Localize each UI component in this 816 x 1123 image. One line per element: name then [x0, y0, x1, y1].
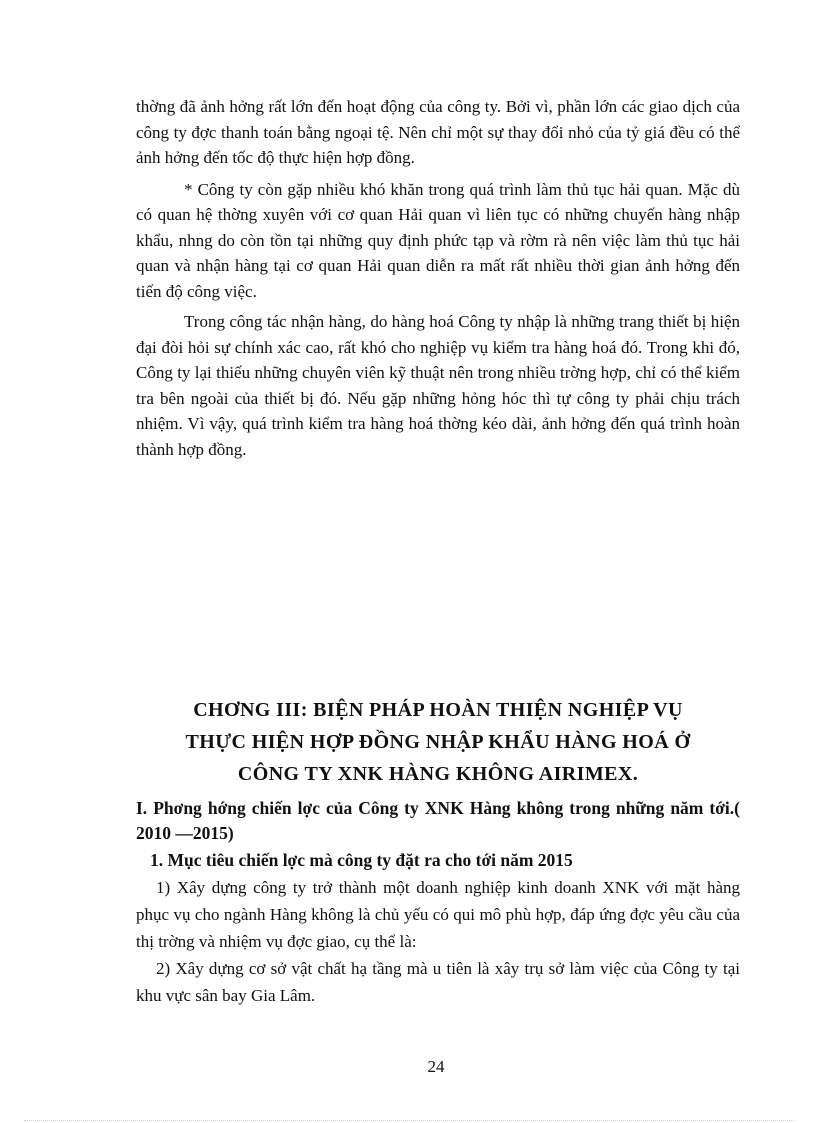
objectives-list [136, 874, 740, 1009]
chapter-title-line-3: CÔNG TY XNK HÀNG KHÔNG AIRIMEX. [237, 763, 639, 785]
chapter-title [120, 694, 756, 790]
page-number: 24 [427, 1057, 445, 1076]
section-heading: I. Phơng hớng chiến lợc của Công ty XNK Hàng không trong những năm tới.( 2010 —2015) [136, 798, 740, 843]
list-item: 2) Xây dựng cơ sở vật chất hạ tầng mà u tiên là xây trụ sở làm việc của Công ty tại khu vực sân bay Gia Lâm. [136, 959, 740, 1005]
body-text [136, 94, 740, 462]
paragraph-exchange-rate: thờng đã ảnh hởng rất lớn đến hoạt động của công ty. Bởi vì, phần lớn các giao dịch của công ty đợc thanh toán bằng ngoại tệ. Nên chỉ một sự thay đổi nhỏ của tỷ giá đều có thể ảnh hởng đến tốc độ thực hiện hợp đồng. [136, 97, 740, 167]
paragraph-goods-receipt: Trong công tác nhận hàng, do hàng hoá Công ty nhập là những trang thiết bị hiện đại đòi hỏi sự chính xác cao, rất khó cho nghiệp vụ kiểm tra hàng hoá đó. Trong khi đó, Công ty lại thiếu những chuyên viên kỹ thuật nên trong nhiều trờng hợp, chỉ có thể kiểm tra bên ngoài của thiết bị đó. Nếu gặp những hỏng hóc thì tự công ty phải chịu trách nhiệm. Vì vậy, quá trình kiểm tra hàng hoá thờng kéo dài, ảnh hởng đến quá trình hoàn thành hợp đồng. [136, 312, 740, 459]
chapter-title-line-1: CHƠNG III: BIỆN PHÁP HOÀN THIỆN NGHIỆP VỤ [193, 699, 683, 721]
list-item: 1) Xây dựng công ty trở thành một doanh nghiệp kinh doanh XNK với mặt hàng phục vụ cho ngành Hàng không là chủ yếu có qui mô phù hợp, đáp ứng đợc yêu cầu của thị trờng và nhiệm vụ đợc giao, cụ thể là: [136, 878, 740, 951]
paragraph-customs: * Công ty còn gặp nhiều khó khăn trong quá trình làm thủ tục hải quan. Mặc dù có quan hệ thờng xuyên với cơ quan Hải quan vì liên tục có những chuyến hàng nhập khẩu, nhng do còn tồn tại những quy định phức tạp và rờm rà nên việc làm thủ tục hải quan và nhận hàng tại cơ quan Hải quan diễn ra mất rất nhiều thời gian ảnh hởng đến tiến độ công việc. [136, 179, 740, 301]
page-bottom-divider [24, 1120, 794, 1121]
subsection-heading: 1. Mục tiêu chiến lợc mà công ty đặt ra cho tới năm 2015 [150, 850, 573, 870]
chapter-title-line-2: THỰC HIỆN HỢP ĐỒNG NHẬP KHẨU HÀNG HOÁ Ở [185, 731, 691, 753]
